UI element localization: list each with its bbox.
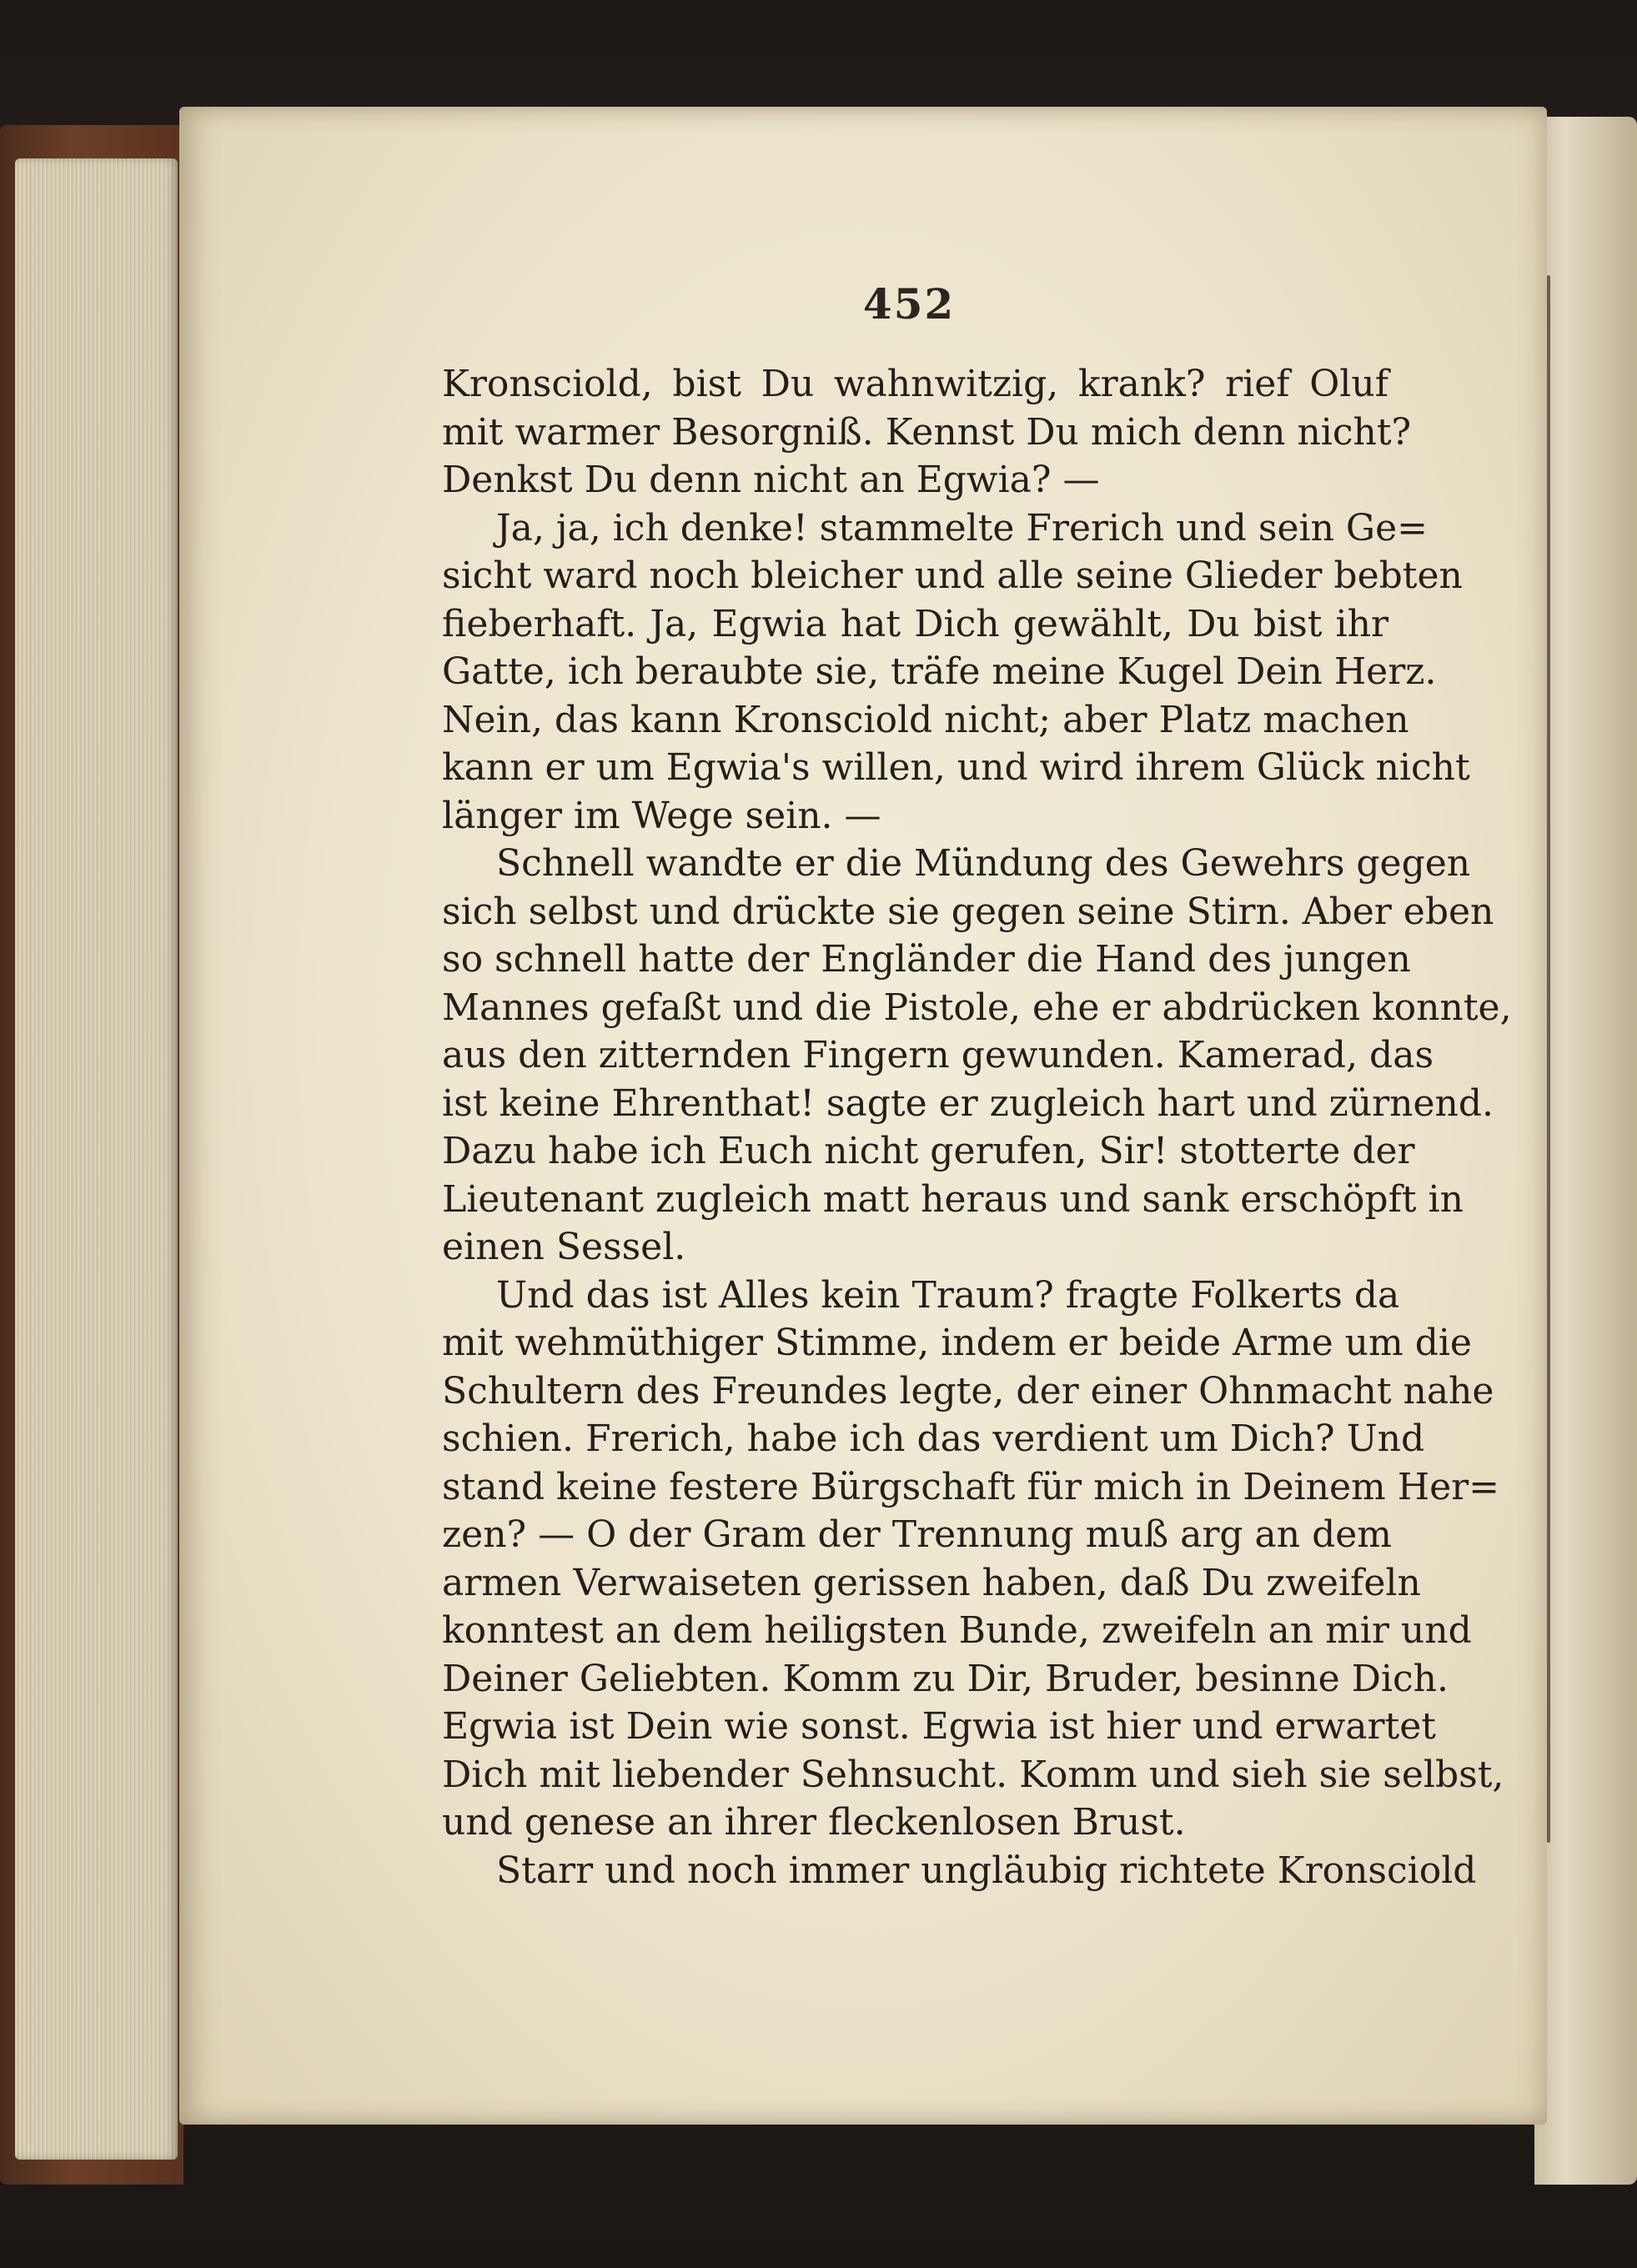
- text-line: Kronsciold, bist Du wahnwitzig, krank? rief Oluf: [442, 363, 1388, 405]
- text-line: fieberhaft. Ja, Egwia hat Dich gewählt, Du bist ihr: [442, 602, 1388, 645]
- text-line: und genese an ihrer fleckenlosen Brust.: [442, 1801, 1186, 1844]
- text-line: sicht ward noch bleicher und alle seine Glieder bebten: [442, 554, 1463, 597]
- text-line: Und das ist Alles kein Traum? fragte Folkerts da: [496, 1273, 1400, 1317]
- text-line: stand keine festere Bürgschaft für mich in Deinem Her=: [442, 1465, 1500, 1508]
- binding-gutter: [1547, 275, 1550, 1843]
- text-line: Nein, das kann Kronsciold nicht; aber Platz machen: [442, 698, 1409, 741]
- text-line: ist keine Ehrenthat! sagte er zugleich hart und zürnend.: [442, 1081, 1494, 1125]
- text-line: Egwia ist Dein wie sonst. Egwia ist hier und erwartet: [442, 1705, 1436, 1748]
- page-edges: [15, 158, 178, 2160]
- text-line: Gatte, ich beraubte sie, träfe meine Kugel Dein Herz.: [442, 650, 1437, 693]
- text-line: Deiner Geliebten. Komm zu Dir, Bruder, besinne Dich.: [442, 1657, 1449, 1700]
- text-line: zen? — O der Gram der Trennung muß arg an dem: [442, 1513, 1393, 1556]
- text-line: Starr und noch immer ungläubig richtete Kronsciold: [496, 1849, 1477, 1892]
- text-line: kann er um Egwia's willen, und wird ihrem Glück nicht: [442, 746, 1470, 789]
- text-line: Dazu habe ich Euch nicht gerufen, Sir! stotterte der: [442, 1130, 1415, 1172]
- text-line: mit wehmüthiger Stimme, indem er beide Arme um die: [442, 1322, 1472, 1364]
- page-number: 452: [862, 279, 956, 329]
- text-line: Ja, ja, ich denke! stammelte Frerich und sein Ge=: [496, 506, 1428, 549]
- text-line: Mannes gefaßt und die Pistole, ehe er abdrücken konnte,: [442, 986, 1512, 1029]
- text-line: mit warmer Besorgniß. Kennst Du mich denn nicht?: [442, 410, 1412, 454]
- text-line: Schnell wandte er die Mündung des Gewehrs gegen: [496, 842, 1471, 885]
- text-line: sich selbst und drückte sie gegen seine Stirn. Aber eben: [442, 890, 1494, 933]
- page-text: [442, 360, 1512, 1894]
- text-line: armen Verwaiseten gerissen haben, daß Du zweifeln: [442, 1561, 1421, 1604]
- text-line: Dich mit liebender Sehnsucht. Komm und sieh sie selbst,: [442, 1753, 1504, 1796]
- text-line: länger im Wege sein. —: [442, 794, 881, 837]
- text-line: konntest an dem heiligsten Bunde, zweifeln an mir und: [442, 1609, 1472, 1652]
- text-line: Schultern des Freundes legte, der einer Ohnmacht nahe: [442, 1369, 1494, 1412]
- text-line: aus den zitternden Fingern gewunden. Kamerad, das: [442, 1034, 1434, 1076]
- text-line: einen Sessel.: [442, 1226, 686, 1268]
- text-line: so schnell hatte der Engländer die Hand des jungen: [442, 938, 1411, 981]
- text-line: schien. Frerich, habe ich das verdient um Dich? Und: [442, 1418, 1425, 1460]
- text-line: Denkst Du denn nicht an Egwia? —: [442, 459, 1100, 501]
- text-line: Lieutenant zugleich matt heraus und sank erschöpft in: [442, 1177, 1464, 1221]
